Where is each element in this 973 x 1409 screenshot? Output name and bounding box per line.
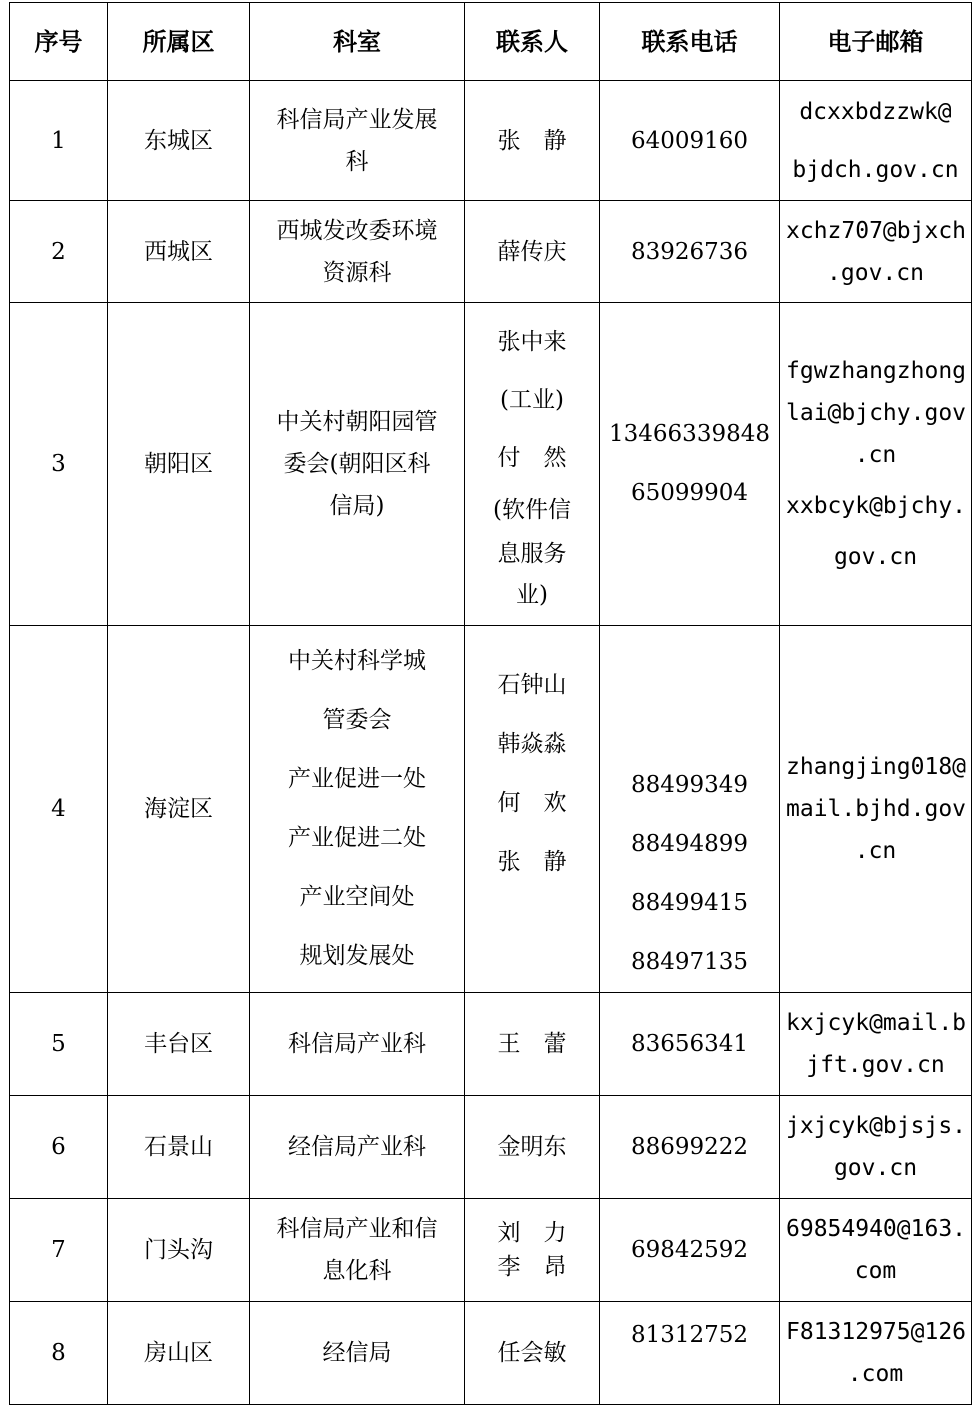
contact-line: 石钟山 [497, 672, 567, 698]
email-line: bjdch.gov.cn [792, 156, 959, 183]
contact-line: 任会敏 [497, 1340, 567, 1366]
email-line: jxjcyk@bjsjs. [786, 1113, 967, 1139]
row-index: 3 [10, 303, 108, 626]
email-line: mail.bjhd.gov [786, 796, 967, 822]
department-line: 委会(朝阳区科 [283, 451, 431, 477]
header-row [10, 3, 972, 81]
contact-line: 王 蕾 [497, 1031, 567, 1057]
phone-line: 88497135 [630, 949, 749, 975]
email-line: .gov.cn [827, 259, 924, 286]
email-line: .cn [854, 442, 897, 468]
department-line: 管委会 [322, 707, 392, 733]
row-district: 海淀区 [108, 626, 250, 993]
email-line: fgwzhangzhong [786, 358, 967, 384]
phone-line: 83926736 [630, 238, 749, 265]
email-line: .cn [854, 838, 897, 864]
row-email [780, 626, 972, 993]
department-line: 西城发改委环境 [276, 217, 438, 244]
table-row [10, 303, 972, 626]
row-district: 朝阳区 [108, 303, 250, 626]
contact-line: 薛传庆 [497, 238, 567, 265]
department-line: 中关村科学城 [288, 648, 426, 674]
department-line: 产业空间处 [299, 884, 415, 910]
header-email: 电子邮箱 [780, 3, 972, 81]
department-line: 产业促进一处 [288, 766, 426, 792]
email-line: gov.cn [833, 1155, 918, 1181]
row-email [780, 1199, 972, 1302]
row-district: 东城区 [108, 81, 250, 201]
header-phone: 联系电话 [600, 3, 780, 81]
row-department [250, 1302, 465, 1405]
row-department [250, 993, 465, 1096]
phone-line: 13466339848 [609, 421, 770, 447]
row-department [250, 1199, 465, 1302]
phone-line: 88499349 [630, 772, 749, 798]
department-line: 经信局产业科 [288, 1134, 426, 1160]
row-email [780, 1302, 972, 1405]
contacts-table [9, 2, 972, 1405]
row-contact [465, 201, 600, 303]
email-line: F81312975@126 [786, 1319, 967, 1345]
phone-line: 88499415 [630, 890, 749, 916]
phone-line: 81312752 [630, 1322, 749, 1348]
row-phone [600, 1302, 780, 1405]
row-district: 石景山 [108, 1096, 250, 1199]
email-line: kxjcyk@mail.b [786, 1010, 967, 1036]
contact-line: 张 静 [497, 127, 567, 154]
row-department [250, 626, 465, 993]
contact-line: 金明东 [497, 1134, 567, 1160]
department-line: 科 [345, 148, 369, 175]
contact-line: 韩焱淼 [497, 731, 567, 757]
table-row [10, 81, 972, 201]
department-line: 资源科 [322, 259, 392, 286]
row-phone [600, 1199, 780, 1302]
row-index: 4 [10, 626, 108, 993]
row-email [780, 303, 972, 626]
row-email [780, 1096, 972, 1199]
department-line: 息化科 [322, 1258, 392, 1284]
row-email [780, 993, 972, 1096]
row-phone [600, 201, 780, 303]
row-district: 西城区 [108, 201, 250, 303]
phone-line: 69842592 [630, 1237, 749, 1263]
row-department [250, 1096, 465, 1199]
table-row [10, 993, 972, 1096]
phone-line: 88699222 [630, 1134, 749, 1160]
row-contact [465, 1199, 600, 1302]
department-line: 经信局 [322, 1340, 392, 1366]
email-line: com [854, 1258, 897, 1284]
email-line: xchz707@bjxch [786, 217, 967, 244]
email-line: zhangjing018@ [786, 754, 967, 780]
phone-line: 83656341 [630, 1031, 749, 1057]
row-district: 丰台区 [108, 993, 250, 1096]
department-line: 科信局产业科 [288, 1031, 426, 1057]
department-line: 科信局产业发展 [276, 106, 438, 133]
email-line: 69854940@163. [786, 1216, 967, 1242]
contact-line: (工业) [500, 387, 564, 413]
row-phone [600, 1096, 780, 1199]
contact-line: 张 静 [497, 849, 567, 875]
row-index: 1 [10, 81, 108, 201]
table-row [10, 1096, 972, 1199]
row-phone [600, 81, 780, 201]
table-row [10, 1199, 972, 1302]
row-email [780, 201, 972, 303]
department-line: 科信局产业和信 [276, 1216, 438, 1242]
row-index: 6 [10, 1096, 108, 1199]
row-contact [465, 626, 600, 993]
phone-line: 64009160 [630, 127, 749, 154]
contact-line: 业) [516, 582, 548, 608]
department-line: 信局) [329, 493, 385, 519]
department-line: 中关村朝阳园管 [276, 409, 438, 435]
row-district: 房山区 [108, 1302, 250, 1405]
row-contact [465, 81, 600, 201]
row-department [250, 303, 465, 626]
row-phone [600, 303, 780, 626]
row-contact [465, 303, 600, 626]
header-index: 序号 [10, 3, 108, 81]
email-line: jft.gov.cn [806, 1052, 945, 1078]
row-contact [465, 1096, 600, 1199]
row-contact [465, 993, 600, 1096]
row-phone [600, 626, 780, 993]
department-line: 产业促进二处 [288, 825, 426, 851]
table-row [10, 1302, 972, 1405]
contact-line: 何 欢 [497, 790, 567, 816]
row-index: 7 [10, 1199, 108, 1302]
header-district: 所属区 [108, 3, 250, 81]
email-line: dcxxbdzzwk@ [799, 98, 952, 125]
phone-line: 65099904 [630, 480, 749, 506]
email-line: xxbcyk@bjchy. [786, 493, 967, 519]
contact-line: 息服务 [497, 541, 567, 567]
contact-line: 张中来 [497, 329, 567, 355]
row-email [780, 81, 972, 201]
row-department [250, 201, 465, 303]
contact-line: 付 然 [497, 445, 567, 471]
department-line: 规划发展处 [299, 943, 415, 969]
email-line: gov.cn [833, 544, 918, 570]
contact-line: 李 昂 [497, 1254, 567, 1280]
table-row [10, 201, 972, 303]
row-department [250, 81, 465, 201]
email-line: lai@bjchy.gov [786, 400, 967, 426]
row-index: 8 [10, 1302, 108, 1405]
row-index: 2 [10, 201, 108, 303]
phone-line: 88494899 [630, 831, 749, 857]
contact-line: 刘 力 [497, 1220, 567, 1246]
email-line: .com [847, 1361, 904, 1387]
row-phone [600, 993, 780, 1096]
header-contact: 联系人 [465, 3, 600, 81]
row-contact [465, 1302, 600, 1405]
row-index: 5 [10, 993, 108, 1096]
table-row [10, 626, 972, 993]
header-department: 科室 [250, 3, 465, 81]
row-district: 门头沟 [108, 1199, 250, 1302]
contact-line: (软件信 [493, 497, 571, 523]
